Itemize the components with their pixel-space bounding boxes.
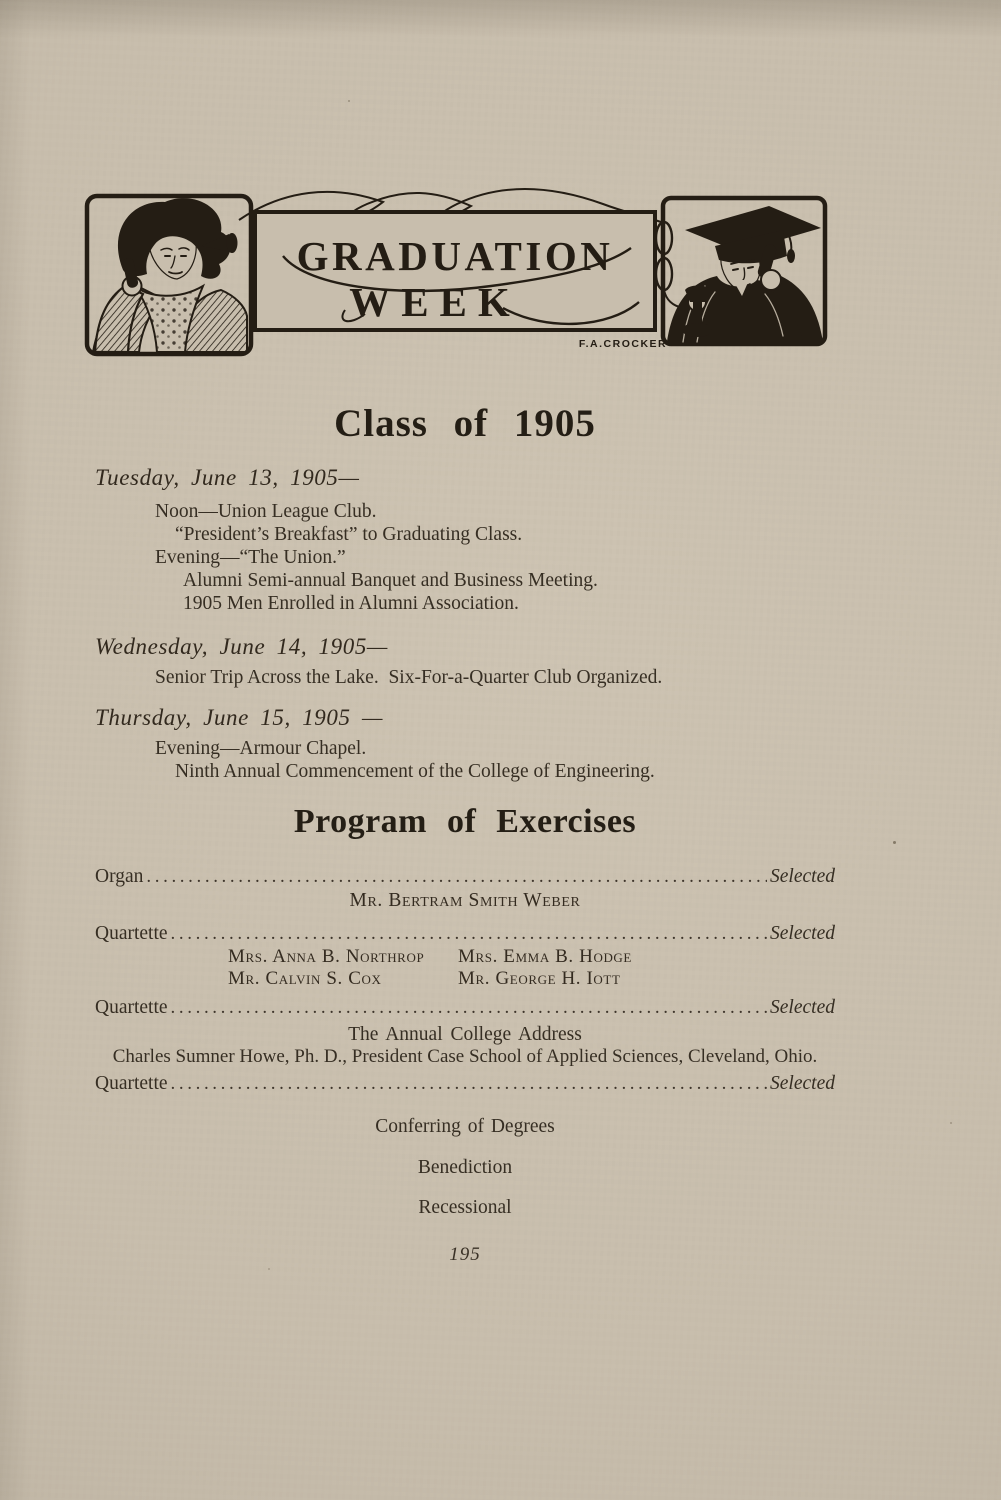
banner-title-line2: WEEK bbox=[349, 279, 521, 325]
member-name: Mrs. Emma B. Hodge bbox=[458, 946, 632, 967]
program-item-label: Organ bbox=[95, 866, 144, 887]
leader-dots bbox=[171, 922, 767, 946]
program-item-value: Selected bbox=[770, 997, 835, 1018]
program-row-quartette-1 bbox=[95, 922, 835, 946]
program-row-organ bbox=[95, 865, 835, 889]
paper-speck bbox=[348, 100, 350, 102]
graduate-vignette-illustration bbox=[663, 198, 825, 344]
schedule-line: Evening—“The Union.” bbox=[155, 547, 346, 568]
leader-dots bbox=[171, 1072, 767, 1096]
program-section bbox=[95, 800, 835, 1219]
address-speaker: Charles Sumner Howe, Ph. D., President Case School of Applied Sciences, Cleveland, Ohio. bbox=[112, 1046, 818, 1067]
schedule-line: “President’s Breakfast” to Graduating Class. bbox=[175, 524, 523, 545]
leader-dots bbox=[171, 996, 767, 1020]
schedule-section bbox=[95, 463, 835, 783]
day-heading-thursday: Thursday, June 15, 1905 — bbox=[95, 705, 383, 730]
program-row-quartette-2 bbox=[95, 996, 835, 1020]
address-title: The Annual College Address bbox=[348, 1024, 582, 1045]
schedule-line: Noon—Union League Club. bbox=[155, 501, 377, 522]
quartette-members-column-1 bbox=[228, 946, 458, 990]
closing-item-conferring: Conferring of Degrees bbox=[375, 1116, 555, 1137]
member-name: Mr. George H. Iott bbox=[458, 968, 621, 989]
organist-name: Mr. Bertram Smith Weber bbox=[349, 890, 581, 911]
member-name: Mrs. Anna B. Northrop bbox=[228, 946, 425, 967]
leader-dots bbox=[146, 865, 767, 889]
paper-speck bbox=[950, 1122, 952, 1124]
schedule-line: Senior Trip Across the Lake. Six-For-a-Quarter Club Organized. bbox=[155, 667, 663, 688]
program-item-label: Quartette bbox=[95, 997, 168, 1018]
schedule-line: Ninth Annual Commencement of the College of Engineering. bbox=[175, 761, 655, 782]
quartette-members-column-2 bbox=[458, 946, 632, 990]
page-title: Class of 1905 bbox=[334, 402, 596, 445]
woman-vignette-illustration bbox=[87, 196, 251, 354]
schedule-line: Alumni Semi-annual Banquet and Business Meeting. bbox=[183, 570, 598, 591]
program-row-quartette-3 bbox=[95, 1072, 835, 1096]
schedule-line: Evening—Armour Chapel. bbox=[155, 738, 367, 759]
member-name: Mr. Calvin S. Cox bbox=[228, 968, 382, 989]
graduation-week-header-illustration bbox=[83, 186, 830, 358]
day-heading-wednesday: Wednesday, June 14, 1905— bbox=[95, 634, 388, 659]
day-heading-tuesday: Tuesday, June 13, 1905— bbox=[95, 465, 360, 490]
paper-speck bbox=[268, 1268, 270, 1270]
program-item-label: Quartette bbox=[95, 923, 168, 944]
closing-item-benediction: Benediction bbox=[417, 1157, 513, 1178]
banner-title-line1: GRADUATION bbox=[296, 233, 614, 279]
quartette-members bbox=[228, 946, 835, 990]
program-item-value: Selected bbox=[770, 866, 835, 887]
paper-speck bbox=[893, 841, 896, 844]
banner bbox=[255, 212, 667, 350]
program-item-label: Quartette bbox=[95, 1073, 168, 1094]
closing-item-recessional: Recessional bbox=[418, 1197, 512, 1218]
schedule-line: 1905 Men Enrolled in Alumni Association. bbox=[183, 593, 519, 614]
program-item-value: Selected bbox=[770, 923, 835, 944]
artist-signature: F.A.CROCKER bbox=[578, 338, 668, 350]
page-number: 195 bbox=[449, 1244, 481, 1265]
program-item-value: Selected bbox=[770, 1073, 835, 1094]
program-title: Program of Exercises bbox=[293, 803, 637, 840]
